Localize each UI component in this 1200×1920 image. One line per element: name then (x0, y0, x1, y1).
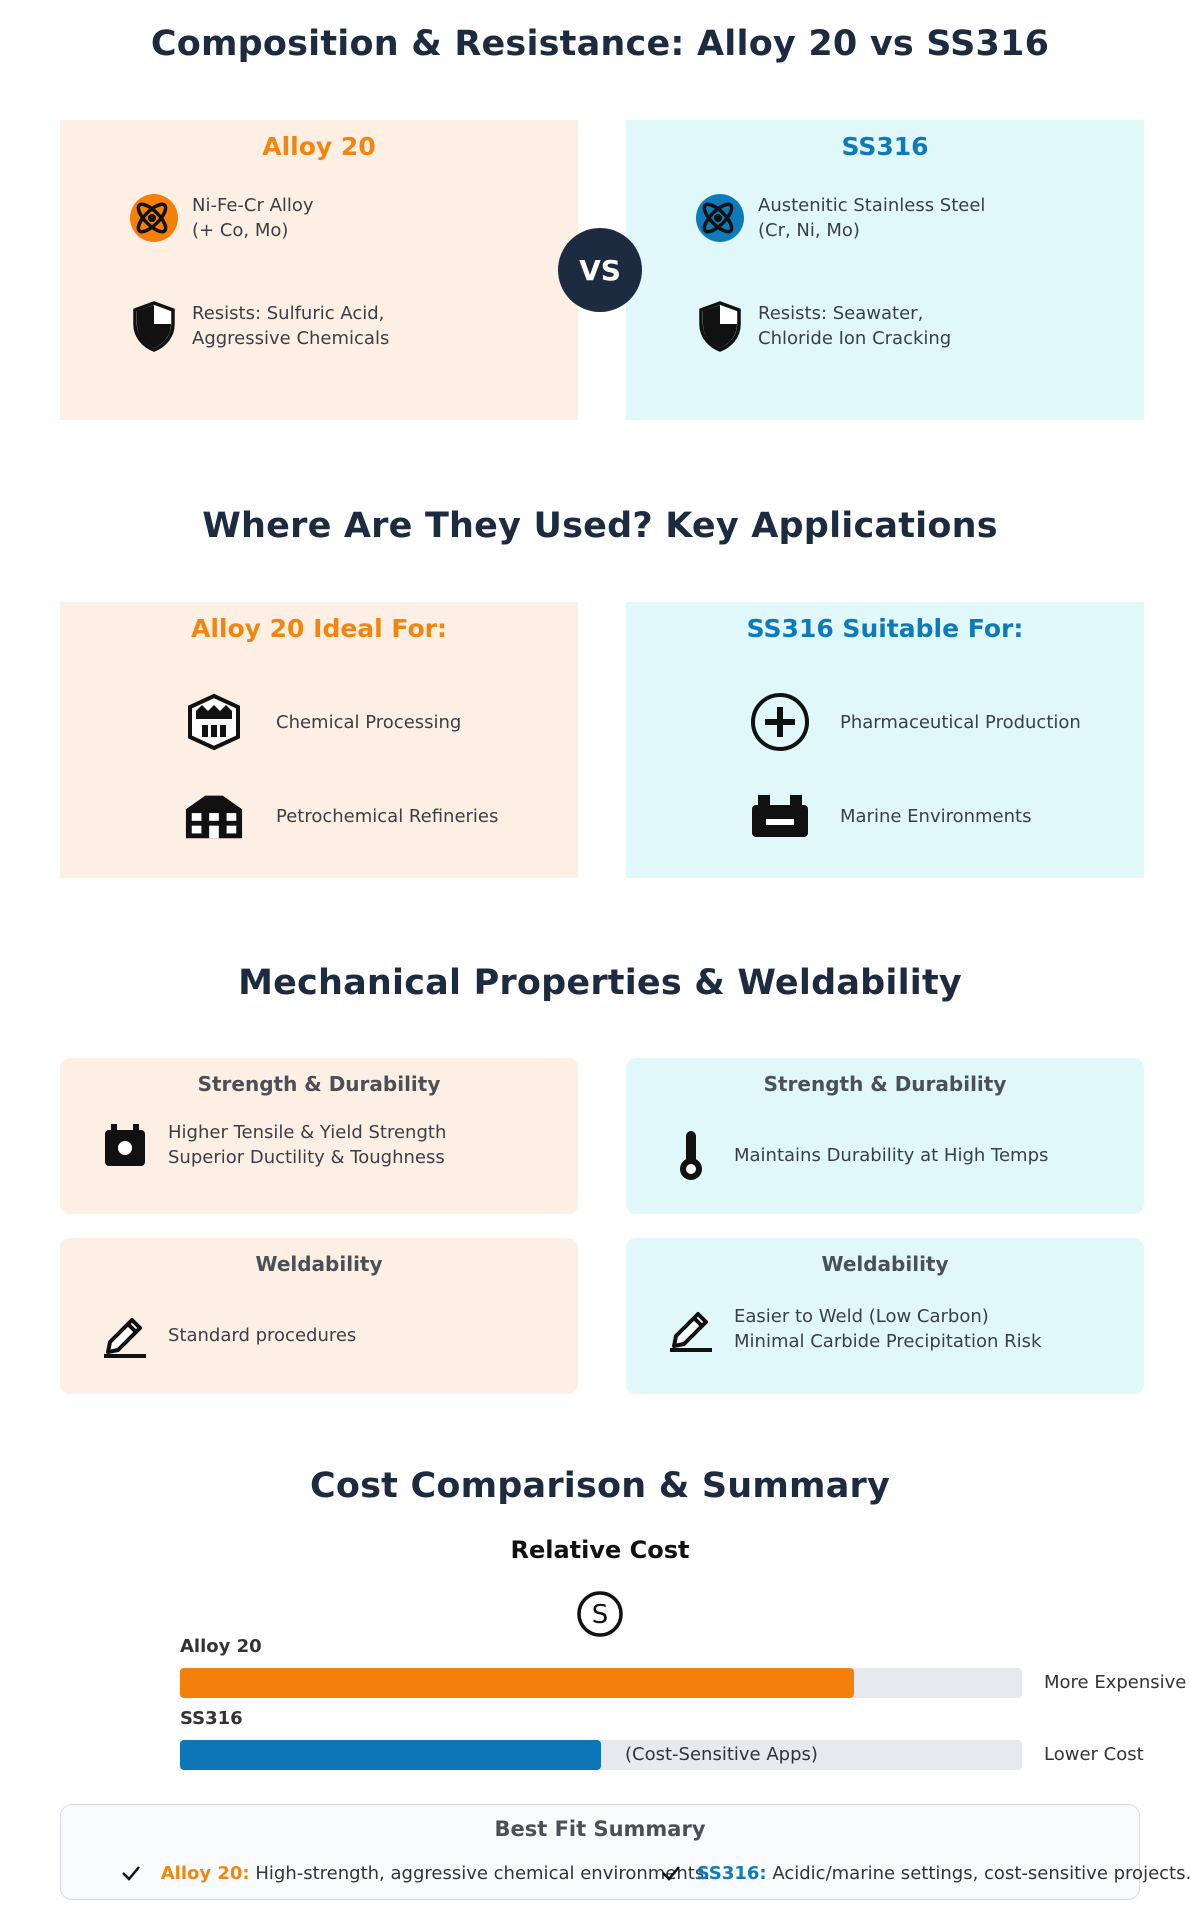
shield-icon (126, 298, 182, 354)
ss316-resists-row (692, 298, 951, 354)
cost-bar-inline-note: (Cost-Sensitive Apps) (625, 1744, 818, 1765)
ss316-weld-card (626, 1238, 1144, 1394)
summary-alloy20-label: Alloy 20: (160, 1863, 250, 1884)
application-label: Marine Environments (840, 805, 1032, 827)
alloy20-weld-row (102, 1310, 356, 1360)
svg-text:S: S (591, 1600, 609, 1630)
cost-bar-note-alloy20: More Expensive (1044, 1672, 1187, 1693)
shield-icon (692, 298, 748, 354)
thermometer-icon (668, 1128, 714, 1182)
ss316-composition-line1: Austenitic Stainless Steel (758, 195, 986, 216)
alloy20-resists-line1: Resists: Sulfuric Acid, (192, 303, 385, 324)
alloy20-weld-card (60, 1238, 578, 1394)
alloy20-applications-title: Alloy 20 Ideal For: (190, 614, 448, 643)
dollar-icon (576, 1590, 624, 1638)
ss316-weld-title: Weldability (821, 1252, 949, 1276)
application-label: Chemical Processing (276, 711, 462, 733)
cost-bar-track-ss316 (180, 1740, 1022, 1770)
weight-icon (102, 1120, 148, 1170)
application-label: Petrochemical Refineries (276, 805, 499, 827)
pencil-icon (668, 1304, 714, 1354)
best-fit-summary (60, 1804, 1192, 1900)
alloy20-weld-title: Weldability (255, 1252, 383, 1276)
vs-badge: VS (558, 228, 642, 312)
alloy20-composition-row (126, 190, 314, 246)
factory-icon (184, 692, 244, 752)
ss316-weld-line2: Minimal Carbide Precipitation Risk (734, 1331, 1042, 1352)
ss316-strength-line1: Maintains Durability at High Temps (734, 1144, 1049, 1166)
application-item (184, 790, 498, 842)
summary-ss316-label: SS316: (696, 1863, 767, 1884)
alloy20-composition-line1: Ni-Fe-Cr Alloy (192, 195, 314, 216)
ss316-strength-row (668, 1128, 1048, 1182)
check-icon (121, 1863, 147, 1884)
summary-item-alloy20 (121, 1863, 710, 1884)
application-item (750, 692, 1081, 752)
refinery-building-icon (184, 790, 244, 842)
plus-circle-icon (750, 692, 810, 752)
alloy20-resists-row (126, 298, 389, 354)
atom-icon (126, 190, 182, 246)
summary-ss316-text: Acidic/marine settings, cost-sensitive projects. (772, 1863, 1192, 1884)
alloy20-weld-line1: Standard procedures (168, 1324, 357, 1346)
cost-bar-label-ss316: SS316 (180, 1708, 243, 1729)
cost-bar-label-alloy20: Alloy 20 (180, 1636, 262, 1657)
cost-bar-note-ss316: Lower Cost (1044, 1744, 1144, 1765)
alloy20-strength-line2: Superior Ductility & Toughness (168, 1147, 445, 1168)
application-item (750, 790, 1031, 842)
ss316-composition-line2: (Cr, Ni, Mo) (758, 220, 860, 241)
ss316-composition-row (692, 190, 985, 246)
application-item (184, 692, 461, 752)
atom-icon (692, 190, 748, 246)
cost-bar-track-alloy20 (180, 1668, 1022, 1698)
alloy20-resists-line2: Aggressive Chemicals (192, 328, 390, 349)
cost-heading: Cost Comparison & Summary (309, 1466, 891, 1506)
marine-container-icon (750, 790, 810, 842)
ss316-resists-line1: Resists: Seawater, (758, 303, 924, 324)
ss316-resists-line2: Chloride Ion Cracking (758, 328, 952, 349)
ss316-applications-panel (626, 602, 1144, 878)
pencil-icon (102, 1310, 148, 1360)
ss316-weld-row (668, 1304, 1041, 1354)
check-icon (661, 1863, 687, 1884)
summary-alloy20-text: High-strength, aggressive chemical environments. (255, 1863, 710, 1884)
ss316-composition-panel (626, 120, 1144, 420)
mechanical-heading: Mechanical Properties & Weldability (238, 963, 962, 1003)
alloy20-applications-panel (60, 602, 578, 878)
ss316-title: SS316 (841, 132, 929, 161)
cost-bar-fill-alloy20 (180, 1668, 854, 1698)
application-label: Pharmaceutical Production (840, 711, 1081, 733)
alloy20-strength-line1: Higher Tensile & Yield Strength (168, 1122, 447, 1143)
applications-heading: Where Are They Used? Key Applications (202, 506, 998, 546)
alloy20-composition-line2: (+ Co, Mo) (192, 220, 289, 241)
ss316-strength-title: Strength & Durability (763, 1072, 1007, 1096)
summary-item-ss316 (661, 1863, 1191, 1884)
alloy20-strength-row (102, 1120, 446, 1170)
alloy20-strength-card (60, 1058, 578, 1214)
ss316-weld-line1: Easier to Weld (Low Carbon) (734, 1306, 989, 1327)
composition-heading: Composition & Resistance: Alloy 20 vs SS316 (150, 24, 1050, 64)
cost-bar-fill-ss316 (180, 1740, 601, 1770)
ss316-strength-card (626, 1058, 1144, 1214)
alloy20-composition-panel (60, 120, 578, 420)
relative-cost-title: Relative Cost (510, 1536, 690, 1564)
alloy20-strength-title: Strength & Durability (197, 1072, 441, 1096)
summary-title: Best Fit Summary (494, 1817, 706, 1841)
ss316-applications-title: SS316 Suitable For: (746, 614, 1024, 643)
alloy20-title: Alloy 20 (262, 132, 376, 161)
